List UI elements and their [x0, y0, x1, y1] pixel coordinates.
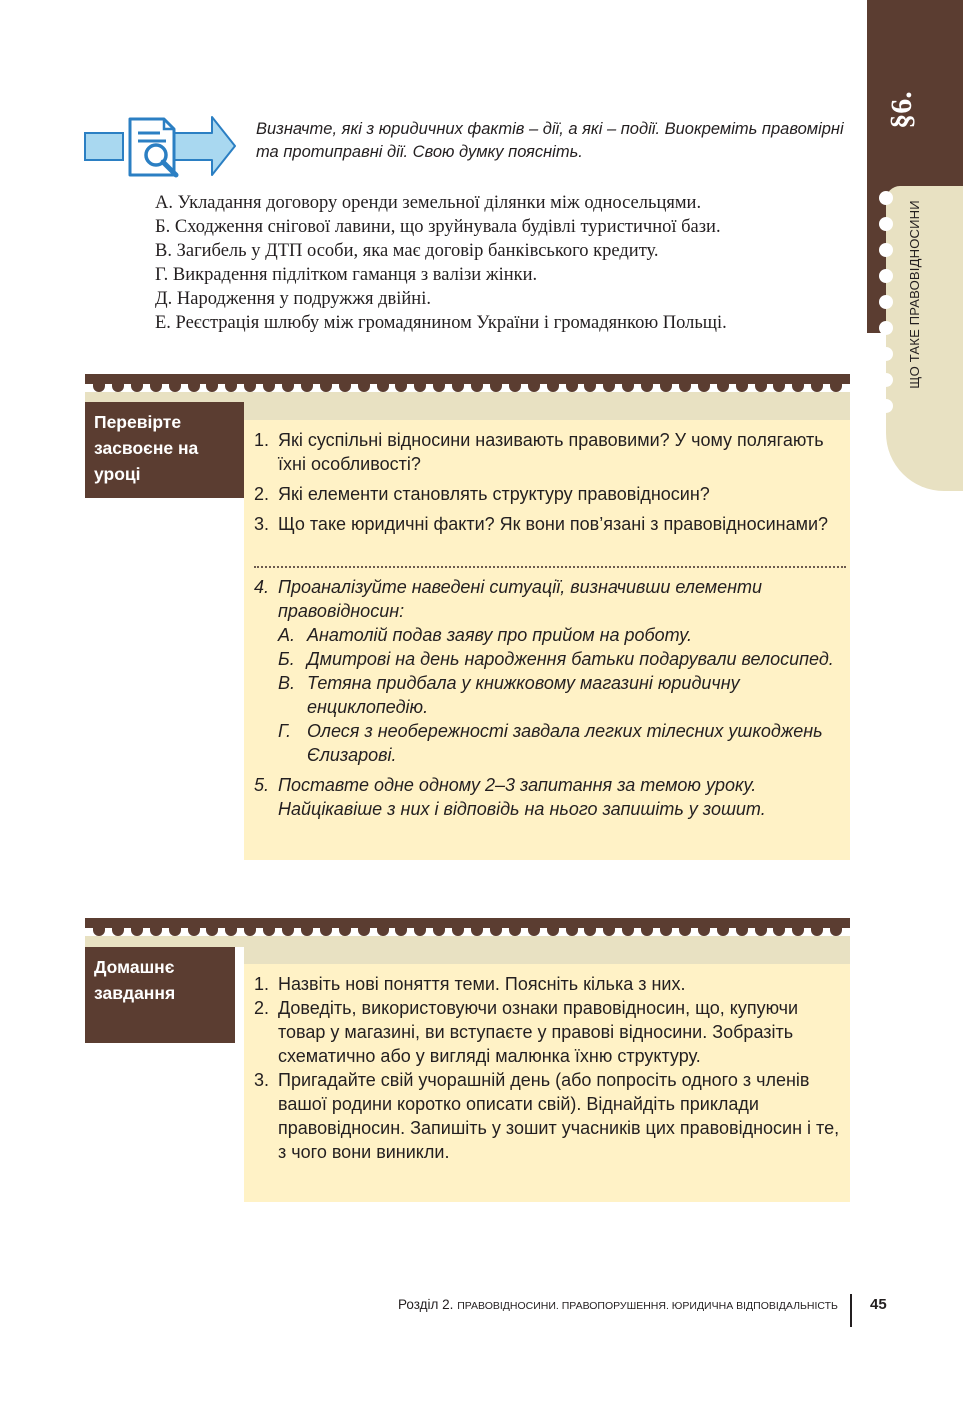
decorative-dot	[603, 928, 615, 936]
decorative-dot	[584, 928, 596, 936]
decorative-dot	[679, 928, 691, 936]
question-text: Які суспільні відносини називають правовими? У чому полягають їхні особливості?	[278, 430, 824, 474]
list-item	[254, 1068, 844, 1164]
tab-scallop	[879, 347, 893, 361]
list-item: В. Загибель у ДТП особи, яка має договір банківського кредиту.	[155, 241, 659, 261]
decorative-dot	[433, 384, 445, 392]
question-text: Пригадайте свій учорашній день (або попросіть одного з членів вашої родини коротко описати свій). Віднайдіть приклади правовідносин. Запишіть у зошит учасників цих правовідносин і те, з чого вони виникли.	[278, 1070, 840, 1162]
decorative-dot	[792, 384, 804, 392]
decorative-dot	[792, 928, 804, 936]
tab-scallop	[879, 373, 893, 387]
question-text: Що таке юридичні факти? Як вони пов’язані з правовідносинами?	[278, 514, 829, 534]
list-item	[254, 482, 844, 506]
decorative-dot	[206, 928, 218, 936]
decorative-dot	[131, 928, 143, 936]
decorative-dot	[395, 384, 407, 392]
check-box-header-strip	[244, 392, 850, 420]
homework-box-label: Домашнє завдання	[85, 947, 235, 1043]
decorative-dot	[811, 928, 823, 936]
decorative-dot	[339, 928, 351, 936]
decorative-dot	[301, 384, 313, 392]
homework-box-header-strip	[85, 936, 244, 947]
list-item	[254, 972, 844, 996]
question-number: 4.	[254, 577, 270, 597]
document-search-arrow-icon	[84, 113, 236, 181]
decorative-dot	[225, 384, 237, 392]
decorative-dot	[547, 384, 559, 392]
decorative-dot	[150, 928, 162, 936]
task-prompt: Визначте, які з юридичних фактів – дії, а які – події. Виокреміть правомірні та протиправні дії. Свою думку поясніть.	[256, 120, 844, 161]
section-title-text: ЩО ТАКЕ ПРАВОВІДНОСИНИ	[906, 200, 922, 389]
decorative-dot	[452, 928, 464, 936]
question-number: 2.	[254, 998, 270, 1018]
decorative-dot	[112, 928, 124, 936]
decorative-dot	[263, 384, 275, 392]
question-number: 5.	[254, 775, 270, 795]
situation-text: Дмитрові на день народження батьки подарували велосипед.	[307, 649, 834, 669]
decorative-dot	[736, 928, 748, 936]
question-number: 3.	[254, 514, 270, 534]
list-item: Г. Викрадення підлітком гаманця з валізи жінки.	[155, 265, 538, 285]
decorative-dot	[471, 928, 483, 936]
decorative-dot	[773, 384, 785, 392]
situation-letter: Б.	[278, 649, 295, 669]
decorative-dot	[528, 928, 540, 936]
decorative-dot	[414, 928, 426, 936]
footer-section-title: ПРАВОВІДНОСИНИ. ПРАВОПОРУШЕННЯ. ЮРИДИЧНА ВІДПОВІДАЛЬНІСТЬ	[457, 1300, 838, 1312]
footer-section: Розділ 2.	[398, 1297, 454, 1312]
decorative-dot	[830, 384, 842, 392]
list-item	[254, 996, 844, 1068]
decorative-dot	[169, 384, 181, 392]
decorative-dot	[150, 384, 162, 392]
situation-list	[278, 623, 844, 767]
situation-text: Тетяна придбала у книжковому магазині юридичну енциклопедію.	[307, 673, 740, 717]
decorative-dot	[698, 384, 710, 392]
check-questions	[254, 428, 844, 536]
question-number: 1.	[254, 430, 270, 450]
decorative-dot	[509, 928, 521, 936]
list-item: Д. Народження у подружжя двійні.	[155, 289, 431, 309]
decorative-dot	[603, 384, 615, 392]
tab-scallop	[879, 243, 893, 257]
decorative-dot	[566, 928, 578, 936]
tab-scallop	[879, 191, 893, 205]
decorative-dot	[622, 384, 634, 392]
tab-scallop	[879, 269, 893, 283]
section-title-tab	[886, 186, 963, 491]
homework-box-dots	[85, 928, 850, 936]
decorative-dot	[131, 384, 143, 392]
section-title	[905, 192, 923, 397]
decorative-dot	[112, 384, 124, 392]
question-number: 3.	[254, 1070, 270, 1090]
decorative-dot	[358, 928, 370, 936]
list-item	[254, 512, 844, 536]
decorative-dot	[339, 384, 351, 392]
decorative-dot	[320, 928, 332, 936]
tab-scallop	[879, 295, 893, 309]
decorative-dot	[301, 928, 313, 936]
decorative-dot	[641, 928, 653, 936]
decorative-dot	[471, 384, 483, 392]
question-number: 1.	[254, 974, 270, 994]
situation-letter: В.	[278, 673, 296, 693]
decorative-dot	[698, 928, 710, 936]
decorative-dot	[566, 384, 578, 392]
decorative-dot	[414, 384, 426, 392]
question-text: Поставте одне одному 2–3 запитання за темою уроку. Найцікавіше з них і відповідь на нього запишіть у зошит.	[278, 775, 766, 819]
check-box-header-strip	[85, 392, 244, 402]
decorative-dot	[225, 928, 237, 936]
situation-item	[278, 671, 844, 719]
question-text: Проаналізуйте наведені ситуації, визначивши елементи правовідносин:	[278, 577, 763, 621]
situation-text: Олеся з необережності завдала легких тілесних ушкоджень Єлизарові.	[307, 721, 823, 765]
decorative-dot	[188, 384, 200, 392]
check-box-top-bar	[85, 374, 850, 384]
check-box-dots	[85, 384, 850, 392]
decorative-dot	[244, 928, 256, 936]
decorative-dot	[755, 384, 767, 392]
decorative-dot	[717, 384, 729, 392]
decorative-dot	[377, 384, 389, 392]
list-item: Б. Сходження снігової лавини, що зруйнувала будівлі туристичної бази.	[155, 217, 721, 237]
decorative-dot	[490, 384, 502, 392]
list-item	[254, 575, 844, 767]
list-item	[254, 773, 844, 821]
decorative-dot	[263, 928, 275, 936]
list-item: А. Укладання договору оренди земельної ділянки між односельцями.	[155, 193, 702, 213]
decorative-dot	[358, 384, 370, 392]
decorative-dot	[547, 928, 559, 936]
task-list	[155, 191, 855, 335]
list-item: Е. Реєстрація шлюбу між громадянином України і громадянкою Польщі.	[155, 313, 727, 333]
page-footer	[398, 1297, 838, 1312]
page-number: 45	[870, 1296, 887, 1313]
decorative-dot	[93, 928, 105, 936]
decorative-dot	[773, 928, 785, 936]
situation-text: Анатолій подав заяву про прийом на роботу.	[307, 625, 693, 645]
section-number: §6.	[885, 91, 918, 129]
separator	[254, 566, 846, 568]
situation-item	[278, 623, 844, 647]
question-text: Доведіть, використовуючи ознаки правовідносин, що, купуючи товар у магазині, ви вступаєте у правові відносини. Зобразіть схематично або у вигляді малюнка їхню структуру.	[278, 998, 799, 1066]
situation-letter: Г.	[278, 721, 291, 741]
decorative-dot	[377, 928, 389, 936]
decorative-dot	[490, 928, 502, 936]
decorative-dot	[755, 928, 767, 936]
check-box-label: Перевірте засвоєне на уроці	[85, 402, 244, 498]
decorative-dot	[395, 928, 407, 936]
decorative-dot	[660, 928, 672, 936]
question-text: Які елементи становлять структуру правовідносин?	[278, 484, 710, 504]
decorative-dot	[736, 384, 748, 392]
decorative-dot	[206, 384, 218, 392]
decorative-dot	[811, 384, 823, 392]
decorative-dot	[679, 384, 691, 392]
situation-item	[278, 647, 844, 671]
decorative-dot	[641, 384, 653, 392]
decorative-dot	[320, 384, 332, 392]
decorative-dot	[93, 384, 105, 392]
decorative-dot	[169, 928, 181, 936]
question-text: Назвіть нові поняття теми. Поясніть кілька з них.	[278, 974, 686, 994]
decorative-dot	[584, 384, 596, 392]
situation-letter: А.	[278, 625, 296, 645]
decorative-dot	[717, 928, 729, 936]
decorative-dot	[433, 928, 445, 936]
homework-box-header-strip	[244, 936, 850, 964]
situation-item	[278, 719, 844, 767]
decorative-dot	[509, 384, 521, 392]
homework-list	[254, 972, 844, 1164]
decorative-dot	[188, 928, 200, 936]
question-number: 2.	[254, 484, 270, 504]
decorative-dot	[660, 384, 672, 392]
decorative-dot	[282, 384, 294, 392]
decorative-dot	[622, 928, 634, 936]
decorative-dot	[452, 384, 464, 392]
tab-scallop	[879, 321, 893, 335]
list-item	[254, 428, 844, 476]
decorative-dot	[830, 928, 842, 936]
check-tasks	[254, 575, 844, 821]
footer-divider	[850, 1294, 852, 1327]
decorative-dot	[244, 384, 256, 392]
tab-scallop	[879, 217, 893, 231]
decorative-dot	[282, 928, 294, 936]
homework-box-top-bar	[85, 918, 850, 928]
decorative-dot	[528, 384, 540, 392]
tab-scallop	[879, 399, 893, 413]
